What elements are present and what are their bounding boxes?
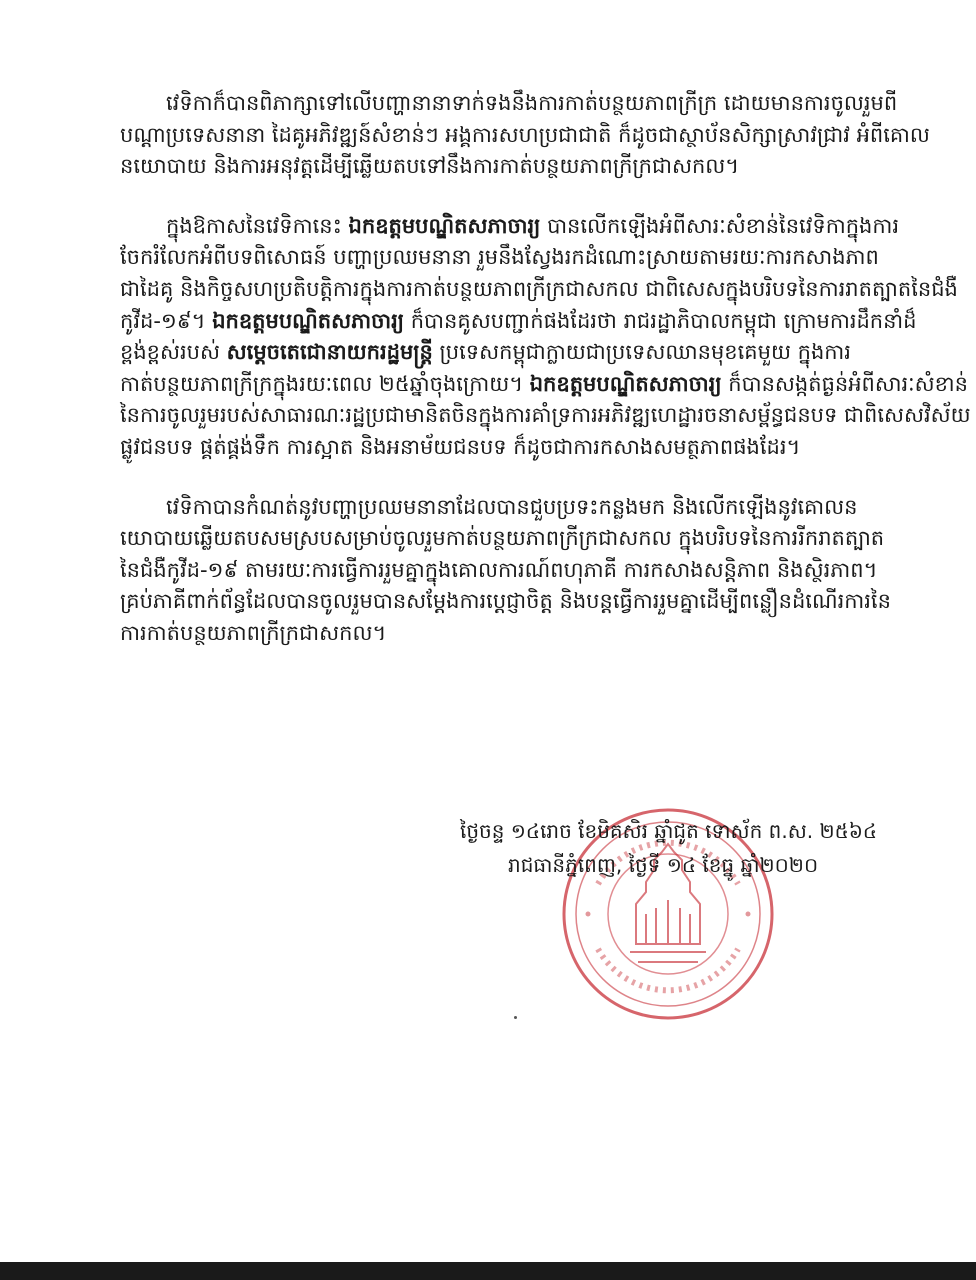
stray-mark <box>514 1016 517 1019</box>
paragraph-line: ការកាត់បន្ថយភាពក្រីក្រជាសកល។ <box>120 620 387 645</box>
paragraph-line: ចែករំលែកអំពីបទពិសោធន៍ បញ្ហាប្រឈមនានា រួមនឹងស្វែងរកដំណោះស្រាយតាមរយៈការកសាងភាព <box>120 245 879 270</box>
paragraph-line: យោបាយឆ្លើយតបសមស្របសម្រាប់ចូលរួមកាត់បន្ថយភាពក្រីក្រជាសកល ក្នុងបរិបទនៃការរីករាតត្បាត <box>120 526 885 551</box>
paragraph-line: បណ្តាប្រទេសនានា ដៃគូអភិវឌ្ឍន៍សំខាន់ៗ អង្គការសហប្រជាជាតិ ក៏ដូចជាស្ថាប័នសិក្សាស្រាវជ្រាវ អំពីគោល <box>120 122 930 147</box>
paragraph-2 <box>120 211 971 464</box>
paragraph-line: នៃជំងឺកូវីដ-១៩ តាមរយៈការធ្វើការរួមគ្នាក្នុងគោលការណ៍ពហុភាគី ការកសាងសន្តិភាព និងស្ថិរភាព។ <box>120 557 878 582</box>
bold-phrase: ឯកឧត្តមបណ្ឌិតសភាចារ្យ <box>212 308 405 333</box>
paragraph-line: នយោបាយ និងការអនុវត្តដើម្បីឆ្លើយតបទៅនឹងការកាត់បន្ថយភាពក្រីក្រជាសកល។ <box>120 154 740 179</box>
signature-block <box>460 814 880 882</box>
document-body <box>120 88 971 678</box>
paragraph-line: ជាដៃគូ និងកិច្ចសហប្រតិបត្តិការក្នុងការកាត់បន្ថយភាពក្រីក្រជាសកល ជាពិសេសក្នុងបរិបទនៃការរាតត្បាតនៃជំងឺ <box>120 276 958 301</box>
paragraph-line: ក្នុងឱកាសនៃវេទិកានេះ ឯកឧត្តមបណ្ឌិតសភាចារ្យ បានលើកឡើងអំពីសារៈសំខាន់នៃវេទិកាក្នុងការ <box>166 213 900 238</box>
paragraph-line: ផ្លូវជនបទ ផ្គត់ផ្គង់ទឹក ការស្អាត និងអនាម័យជនបទ ក៏ដូចជាការកសាងសមត្ថភាពផងដែរ។ <box>120 434 801 459</box>
paragraph-line: កូវីដ-១៩។ ឯកឧត្តមបណ្ឌិតសភាចារ្យ ក៏បានគូសបញ្ជាក់ផងដែរថា រាជរដ្ឋាភិបាលកម្ពុជា ក្រោមការដឹកនាំដ៏ <box>120 308 917 333</box>
paragraph-3 <box>120 492 891 650</box>
bold-phrase: សម្តេចតេជោនាយករដ្ឋមន្ត្រី <box>226 340 433 365</box>
bold-phrase: ឯកឧត្តមបណ្ឌិតសភាចារ្យ <box>348 213 541 238</box>
paragraph-line: នៃការចូលរួមរបស់សាធារណៈរដ្ឋប្រជាមានិតចិនក្នុងការគាំទ្រការអភិវឌ្ឍហេដ្ឋារចនាសម្ព័ន្ធជនបទ ជាពិសេសវិស័យ <box>120 403 971 428</box>
paragraph-line: វេទិកាក៏បានពិភាក្សាទៅលើបញ្ហានានាទាក់ទងនឹងការកាត់បន្ថយភាពក្រីក្រ ដោយមានការចូលរួមពី <box>166 91 898 115</box>
paragraph-line: វេទិកាបានកំណត់នូវបញ្ហាប្រឈមនានាដែលបានជួបប្រទះកន្លងមក និងលើកឡើងនូវគោលន <box>166 494 858 519</box>
paragraph-line: ខ្ពង់ខ្ពស់របស់ សម្តេចតេជោនាយករដ្ឋមន្ត្រី ប្រទេសកម្ពុជាក្លាយជាប្រទេសឈានមុខគេមួយ ក្នុងការ <box>120 340 851 365</box>
lunar-date: ថ្ងៃចន្ទ ១៤រោច ខែមិគសិរ ឆ្នាំជូត ទោស័ក ព.ស. ២៥៦៤ <box>460 819 878 843</box>
place-date: រាជធានីភ្នំពេញ, ថ្ងៃទី ១៤ ខែធ្នូ ឆ្នាំ២០២០ <box>508 853 819 877</box>
bold-phrase: ឯកឧត្តមបណ្ឌិតសភាចារ្យ <box>529 371 722 396</box>
paragraph-1 <box>120 88 930 183</box>
paragraph-line: កាត់បន្ថយភាពក្រីក្រក្នុងរយៈពេល ២៥ឆ្នាំចុងក្រោយ។ ឯកឧត្តមបណ្ឌិតសភាចារ្យ ក៏បានសង្កត់ធ្ងន់អំពីសារៈសំខាន់ <box>120 371 968 396</box>
paragraph-line: គ្រប់ភាគីពាក់ព័ន្ធដែលបានចូលរួមបានសម្តែងការប្តេជ្ញាចិត្ត និងបន្តធ្វើការរួមគ្នាដើម្បីពន្លឿនដំណើរការនៃ <box>120 589 891 614</box>
